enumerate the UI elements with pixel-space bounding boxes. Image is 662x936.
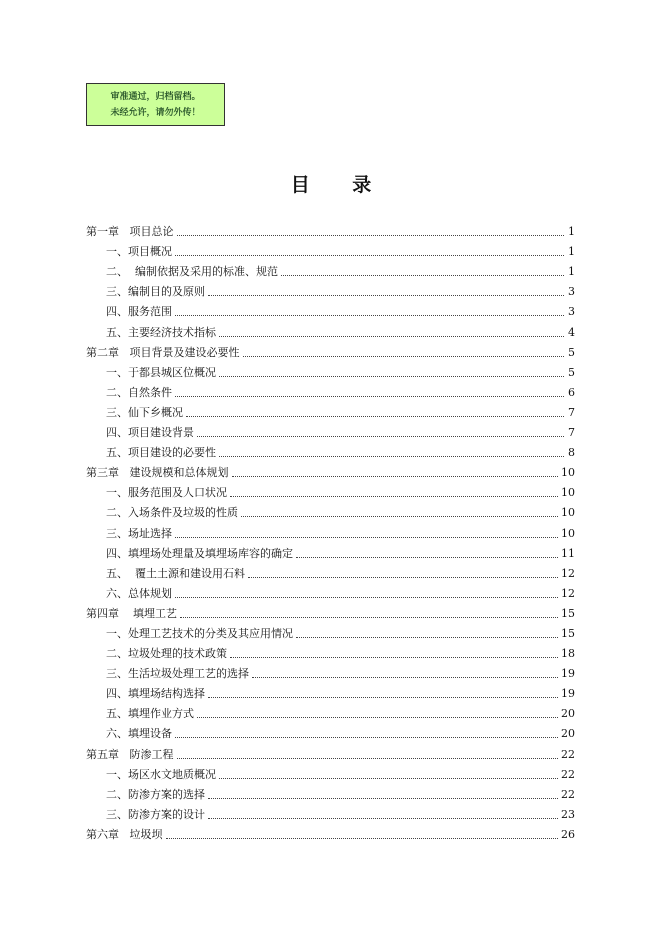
toc-chapter-entry[interactable] xyxy=(86,821,575,841)
toc-entry-label: 五、填埋作业方式 xyxy=(106,707,194,721)
toc-chapter-entry[interactable] xyxy=(86,600,575,620)
toc-dot-leader xyxy=(219,778,558,779)
toc-section-entry[interactable] xyxy=(86,580,575,600)
toc-entry-label: 三、仙下乡概况 xyxy=(106,405,183,419)
toc-entry-label: 二、自然条件 xyxy=(106,385,172,399)
toc-entry-label: 一、处理工艺技术的分类及其应用情况 xyxy=(106,626,293,640)
toc-entry-label: 第五章 防渗工程 xyxy=(86,747,174,761)
toc-dot-leader xyxy=(230,496,558,497)
toc-entry-label: 四、填埋场结构选择 xyxy=(106,687,205,701)
toc-entry-page-number: 12 xyxy=(561,586,575,600)
toc-section-entry[interactable] xyxy=(86,640,575,660)
toc-section-entry[interactable] xyxy=(86,761,575,781)
toc-section-entry[interactable] xyxy=(86,620,575,640)
toc-entry-page-number: 22 xyxy=(561,787,575,801)
confidential-notice xyxy=(86,83,225,126)
toc-entry-label: 二、入场条件及垃圾的性质 xyxy=(106,506,238,520)
notice-line-1: 审准通过，归档留档。 xyxy=(110,91,201,102)
toc-entry-label: 一、场区水文地质概况 xyxy=(106,767,216,781)
toc-entry-page-number: 11 xyxy=(561,546,575,560)
toc-entry-label: 四、填埋场处理量及填埋场库容的确定 xyxy=(106,546,293,560)
toc-entry-label: 一、项目概况 xyxy=(106,245,172,259)
toc-entry-label: 二、 编制依据及采用的标准、规范 xyxy=(106,265,278,279)
toc-section-entry[interactable] xyxy=(86,720,575,740)
toc-section-entry[interactable] xyxy=(86,359,575,379)
toc-entry-page-number: 12 xyxy=(561,566,575,580)
toc-entry-label: 三、编制目的及原则 xyxy=(106,285,205,299)
toc-dot-leader xyxy=(175,597,558,598)
toc-chapter-entry[interactable] xyxy=(86,339,575,359)
page-title: 目 录 xyxy=(290,174,390,196)
toc-entry-page-number: 20 xyxy=(561,727,575,741)
toc-dot-leader xyxy=(281,275,564,276)
toc-entry-page-number: 7 xyxy=(568,405,575,419)
toc-section-entry[interactable] xyxy=(86,560,575,580)
toc-entry-page-number: 1 xyxy=(568,225,575,239)
toc-dot-leader xyxy=(175,255,564,256)
toc-entry-page-number: 5 xyxy=(568,365,575,379)
toc-section-entry[interactable] xyxy=(86,298,575,318)
toc-dot-leader xyxy=(243,356,565,357)
toc-dot-leader xyxy=(296,557,558,558)
toc-entry-page-number: 6 xyxy=(568,385,575,399)
toc-entry-label: 第三章 建设规模和总体规划 xyxy=(86,466,229,480)
toc-section-entry[interactable] xyxy=(86,801,575,821)
toc-dot-leader xyxy=(177,235,565,236)
toc-entry-label: 四、项目建设背景 xyxy=(106,426,194,440)
notice-line-2: 未经允许，请勿外传！ xyxy=(110,107,201,118)
toc-dot-leader xyxy=(208,818,558,819)
toc-entry-page-number: 18 xyxy=(561,647,575,661)
toc-entry-label: 三、场址选择 xyxy=(106,526,172,540)
toc-entry-page-number: 3 xyxy=(568,305,575,319)
toc-entry-page-number: 22 xyxy=(561,767,575,781)
toc-entry-page-number: 19 xyxy=(561,687,575,701)
table-of-contents xyxy=(86,218,575,841)
toc-dot-leader xyxy=(248,577,558,578)
toc-dot-leader xyxy=(219,336,564,337)
toc-dot-leader xyxy=(241,516,558,517)
toc-section-entry[interactable] xyxy=(86,318,575,338)
toc-entry-page-number: 10 xyxy=(561,466,575,480)
toc-section-entry[interactable] xyxy=(86,278,575,298)
toc-chapter-entry[interactable] xyxy=(86,218,575,238)
toc-entry-page-number: 15 xyxy=(561,606,575,620)
toc-entry-page-number: 15 xyxy=(561,626,575,640)
toc-dot-leader xyxy=(296,637,558,638)
toc-dot-leader xyxy=(230,657,558,658)
toc-section-entry[interactable] xyxy=(86,781,575,801)
toc-entry-label: 三、生活垃圾处理工艺的选择 xyxy=(106,667,249,681)
toc-entry-page-number: 10 xyxy=(561,486,575,500)
toc-entry-label: 第四章 填埋工艺 xyxy=(86,606,177,620)
toc-dot-leader xyxy=(197,717,558,718)
toc-entry-page-number: 1 xyxy=(568,245,575,259)
toc-entry-page-number: 19 xyxy=(561,667,575,681)
toc-entry-label: 六、总体规划 xyxy=(106,586,172,600)
toc-dot-leader xyxy=(252,677,558,678)
toc-entry-label: 第一章 项目总论 xyxy=(86,225,174,239)
toc-entry-label: 三、防渗方案的设计 xyxy=(106,807,205,821)
toc-entry-label: 四、服务范围 xyxy=(106,305,172,319)
toc-entry-page-number: 1 xyxy=(568,265,575,279)
toc-entry-label: 六、填埋设备 xyxy=(106,727,172,741)
toc-entry-page-number: 20 xyxy=(561,707,575,721)
toc-section-entry[interactable] xyxy=(86,660,575,680)
toc-entry-label: 五、 覆土土源和建设用石料 xyxy=(106,566,245,580)
toc-entry-page-number: 23 xyxy=(561,807,575,821)
toc-entry-label: 一、于都县城区位概况 xyxy=(106,365,216,379)
toc-dot-leader xyxy=(219,376,564,377)
toc-section-entry[interactable] xyxy=(86,680,575,700)
toc-dot-leader xyxy=(175,737,558,738)
toc-entry-page-number: 22 xyxy=(561,747,575,761)
toc-entry-label: 二、防渗方案的选择 xyxy=(106,787,205,801)
toc-dot-leader xyxy=(197,436,564,437)
toc-section-entry[interactable] xyxy=(86,439,575,459)
toc-entry-label: 一、服务范围及人口状况 xyxy=(106,486,227,500)
toc-entry-page-number: 7 xyxy=(568,426,575,440)
toc-chapter-entry[interactable] xyxy=(86,740,575,760)
toc-dot-leader xyxy=(208,295,564,296)
toc-dot-leader xyxy=(175,315,564,316)
toc-dot-leader xyxy=(177,758,559,759)
toc-section-entry[interactable] xyxy=(86,499,575,519)
toc-section-entry[interactable] xyxy=(86,238,575,258)
toc-dot-leader xyxy=(208,697,558,698)
toc-dot-leader xyxy=(175,396,564,397)
toc-entry-page-number: 5 xyxy=(568,345,575,359)
toc-entry-page-number: 8 xyxy=(568,446,575,460)
toc-entry-page-number: 10 xyxy=(561,526,575,540)
toc-section-entry[interactable] xyxy=(86,700,575,720)
toc-section-entry[interactable] xyxy=(86,540,575,560)
toc-section-entry[interactable] xyxy=(86,479,575,499)
toc-dot-leader xyxy=(219,456,564,457)
toc-section-entry[interactable] xyxy=(86,519,575,539)
toc-entry-label: 五、主要经济技术指标 xyxy=(106,325,216,339)
toc-section-entry[interactable] xyxy=(86,399,575,419)
toc-section-entry[interactable] xyxy=(86,379,575,399)
toc-dot-leader xyxy=(166,838,559,839)
toc-entry-label: 五、项目建设的必要性 xyxy=(106,446,216,460)
toc-entry-page-number: 4 xyxy=(568,325,575,339)
toc-entry-page-number: 3 xyxy=(568,285,575,299)
toc-entry-label: 二、垃圾处理的技术政策 xyxy=(106,647,227,661)
toc-chapter-entry[interactable] xyxy=(86,459,575,479)
toc-section-entry[interactable] xyxy=(86,419,575,439)
toc-dot-leader xyxy=(232,476,559,477)
toc-entry-page-number: 26 xyxy=(561,827,575,841)
toc-dot-leader xyxy=(186,416,564,417)
toc-dot-leader xyxy=(208,798,558,799)
toc-section-entry[interactable] xyxy=(86,258,575,278)
toc-entry-label: 第六章 垃圾坝 xyxy=(86,827,163,841)
toc-entry-label: 第二章 项目背景及建设必要性 xyxy=(86,345,240,359)
toc-entry-page-number: 10 xyxy=(561,506,575,520)
toc-dot-leader xyxy=(180,617,558,618)
toc-dot-leader xyxy=(175,537,558,538)
